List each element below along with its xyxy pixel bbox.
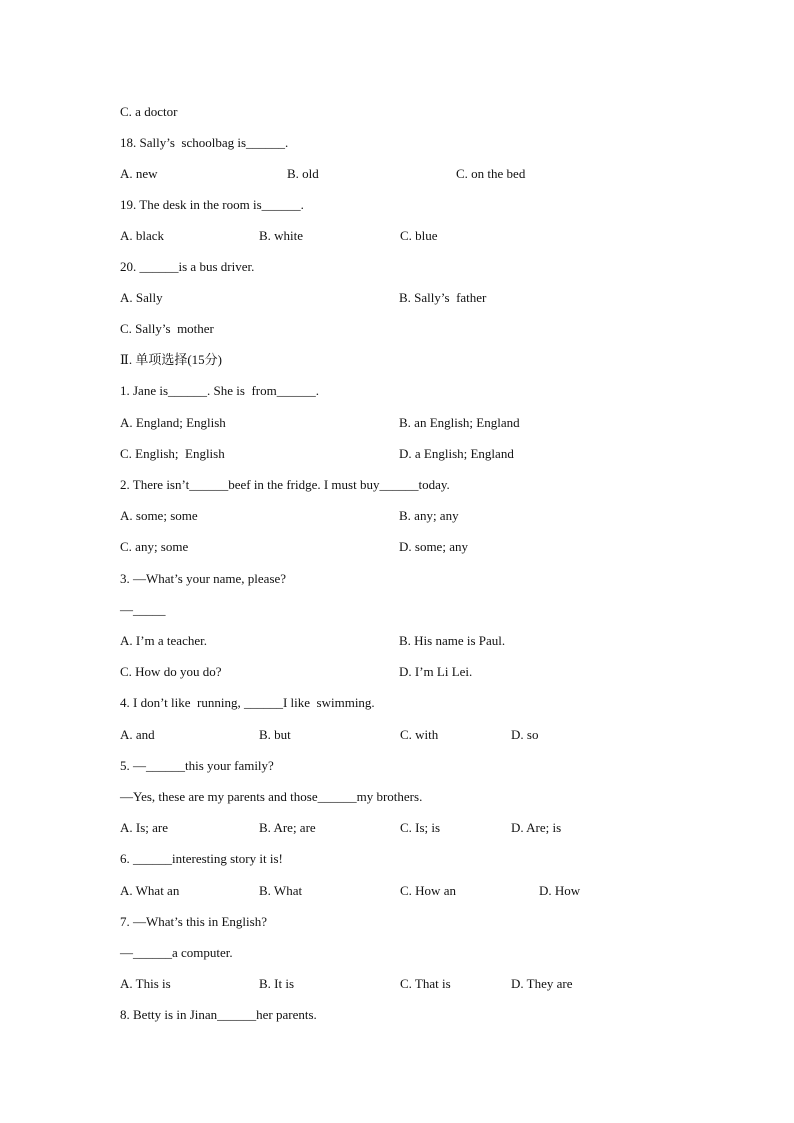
answer-option: C. Is; is — [400, 820, 441, 835]
answer-option: C. How an — [400, 883, 456, 898]
question-line: C. Sally’s mother — [120, 321, 214, 336]
answer-option: D. They are — [511, 976, 573, 991]
answer-option: C. any; some — [120, 539, 189, 554]
answer-option: A. some; some — [120, 508, 198, 523]
question-line: 18. Sally’s schoolbag is______. — [120, 135, 289, 150]
answer-option: B. His name is Paul. — [399, 633, 506, 648]
answer-option: B. white — [259, 228, 304, 243]
answer-option: A. and — [120, 727, 155, 742]
answer-option: C. English; English — [120, 446, 225, 461]
answer-option: B. any; any — [399, 508, 459, 523]
answer-option: A. Is; are — [120, 820, 169, 835]
question-line: 6. ______interesting story it is! — [120, 851, 283, 866]
answer-option: C. blue — [400, 228, 438, 243]
question-line: 19. The desk in the room is______. — [120, 197, 304, 212]
answer-option: B. Sally’s father — [399, 290, 487, 305]
answer-option: C. with — [400, 727, 439, 742]
question-line: 5. —______this your family? — [120, 758, 274, 773]
answer-option: A. Sally — [120, 290, 163, 305]
answer-option: D. I’m Li Lei. — [399, 664, 473, 679]
question-line: —______a computer. — [120, 945, 233, 960]
answer-option: A. What an — [120, 883, 180, 898]
answer-option: A. I’m a teacher. — [120, 633, 207, 648]
question-line: 8. Betty is in Jinan______her parents. — [120, 1007, 317, 1022]
answer-option: B. It is — [259, 976, 295, 991]
answer-option: D. some; any — [399, 539, 468, 554]
question-line: 3. —What’s your name, please? — [120, 571, 287, 586]
answer-option: B. What — [259, 883, 303, 898]
answer-option: A. England; English — [120, 415, 226, 430]
question-line: —Yes, these are my parents and those______my brothers. — [120, 789, 423, 804]
answer-option: C. That is — [400, 976, 451, 991]
question-line: 7. —What’s this in English? — [120, 914, 267, 929]
answer-option: A. This is — [120, 976, 171, 991]
answer-option: B. Are; are — [259, 820, 316, 835]
answer-option: C. on the bed — [456, 166, 526, 181]
answer-option: A. black — [120, 228, 165, 243]
question-line: 4. I don’t like running, ______I like swimming. — [120, 695, 375, 710]
section-heading: Ⅱ. 单项选择(15分) — [120, 352, 222, 367]
answer-option: D. How — [539, 883, 581, 898]
question-line: 1. Jane is______. She is from______. — [120, 383, 319, 398]
question-line: —_____ — [120, 602, 166, 617]
answer-option: B. old — [287, 166, 319, 181]
answer-option: B. an English; England — [399, 415, 520, 430]
question-line: C. a doctor — [120, 104, 178, 119]
answer-option: D. a English; England — [399, 446, 514, 461]
answer-option: D. Are; is — [511, 820, 562, 835]
answer-option: A. new — [120, 166, 158, 181]
answer-option: C. How do you do? — [120, 664, 222, 679]
answer-option: D. so — [511, 727, 539, 742]
question-line: 20. ______is a bus driver. — [120, 259, 255, 274]
answer-option: B. but — [259, 727, 291, 742]
question-line: 2. There isn’t______beef in the fridge. I must buy______today. — [120, 477, 450, 492]
